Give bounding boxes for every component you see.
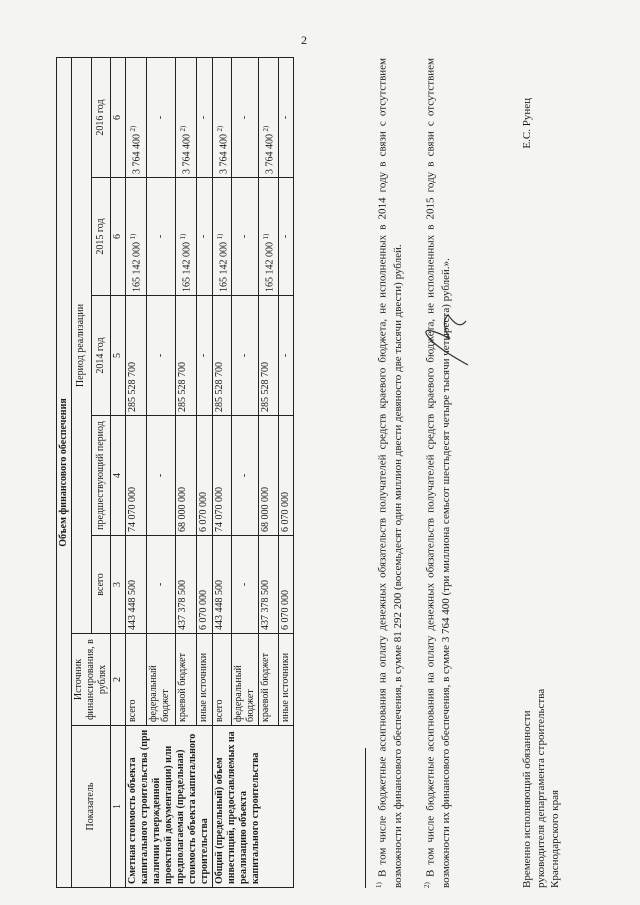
cell-2015: 165 142 000 $^{1)}$: [213, 178, 232, 296]
signer-position-line2: руководителя департамента строительства: [535, 688, 547, 888]
cell-2015: 165 142 000 $^{1)}$: [126, 178, 147, 296]
cell-2015: -: [146, 178, 175, 296]
cell-2016: -: [146, 57, 175, 177]
header-indicator: Показатель: [72, 726, 111, 888]
col-num: 6: [111, 178, 126, 296]
cell-2016: 3 764 400 $^{2)}$: [259, 57, 278, 177]
cell-prev: 6 070 000: [278, 416, 293, 536]
group1-label: Сметная стоимость объекта капитального строительства (при наличии утвержденной проектной документации) или предполагаемая (предельная) стоимость объекта капитального строительства: [126, 726, 213, 888]
column-number-row: [111, 57, 126, 887]
cell-source: иные источники: [278, 634, 293, 726]
footnote-1: [372, 58, 406, 888]
cell-2016: -: [278, 57, 293, 177]
col-num: 3: [111, 536, 126, 634]
cell-2016: 3 764 400 $^{2)}$: [213, 57, 232, 177]
cell-total: 443 448 500: [213, 536, 232, 634]
cell-source: всего: [213, 634, 232, 726]
cell-2014: -: [196, 296, 212, 416]
footnote-2-mark: 2): [423, 882, 431, 888]
handwritten-signature: [420, 303, 480, 373]
footnote-separator: [365, 748, 366, 888]
cell-total: -: [146, 536, 175, 634]
cell-total: 437 378 500: [175, 536, 196, 634]
footnote-2-text: В том числе бюджетные ассигнования на оплату денежных обязательств получателей средств краевого бюджета, не исполненных в 2015 году в связи с отсутствием возможности их финансового обеспечения, в сумме 3 764 400 (три миллиона семьсот шестьдесят четыре тысячи четыреста) рублей.».: [424, 57, 452, 888]
cell-2016: -: [232, 57, 259, 177]
header-2014: 2014 год: [91, 296, 111, 416]
header-2016: 2016 год: [91, 57, 111, 177]
cell-2016: 3 764 400 $^{2)}$: [126, 57, 147, 177]
cell-source: федеральный бюджет: [146, 634, 175, 726]
cell-source: федеральный бюджет: [232, 634, 259, 726]
cell-total: 443 448 500: [126, 536, 147, 634]
footnote-2: [420, 58, 454, 888]
cell-2014: -: [146, 296, 175, 416]
col-num: 5: [111, 296, 126, 416]
cell-prev: 74 070 000: [126, 416, 147, 536]
table-row: [126, 57, 147, 887]
cell-source: всего: [126, 634, 147, 726]
cell-2014: 285 528 700: [213, 296, 232, 416]
col-num: 2: [111, 634, 126, 726]
signer-name: Е.С. Рунец: [521, 98, 533, 149]
cell-2014: -: [278, 296, 293, 416]
cell-prev: 6 070 000: [196, 416, 212, 536]
cell-2014: 285 528 700: [259, 296, 278, 416]
header-prev: предшествующий период: [91, 416, 111, 536]
cell-total: 6 070 000: [278, 536, 293, 634]
cell-prev: 74 070 000: [213, 416, 232, 536]
cell-2015: -: [278, 178, 293, 296]
page-number: 2: [301, 33, 307, 47]
header-period: Период реализации: [72, 57, 92, 633]
cell-total: 6 070 000: [196, 536, 212, 634]
header-source: Источник финансирования, в рублях: [72, 634, 111, 726]
cell-2014: -: [232, 296, 259, 416]
signer-position-line3: Краснодарского края: [549, 789, 561, 888]
cell-source: краевой бюджет: [259, 634, 278, 726]
cell-prev: 68 000 000: [175, 416, 196, 536]
header-main: Объем финансового обеспечения: [57, 57, 72, 887]
cell-prev: -: [146, 416, 175, 536]
cell-2015: -: [196, 178, 212, 296]
rotated-page-content: [20, 33, 620, 893]
col-num: 4: [111, 416, 126, 536]
cell-2014: 285 528 700: [126, 296, 147, 416]
cell-2015: -: [232, 178, 259, 296]
cell-total: -: [232, 536, 259, 634]
financing-table: [56, 57, 294, 888]
cell-2014: 285 528 700: [175, 296, 196, 416]
footnote-1-mark: 1): [375, 882, 383, 888]
col-num: 1: [111, 726, 126, 888]
cell-total: 437 378 500: [259, 536, 278, 634]
group2-label: Общий (предельный) объем инвестиций, предоставляемых на реализацию объекта капитального строительства: [213, 726, 294, 888]
cell-source: краевой бюджет: [175, 634, 196, 726]
header-total: всего: [91, 536, 111, 634]
cell-2015: 165 142 000 $^{1)}$: [259, 178, 278, 296]
cell-2016: 3 764 400 $^{2)}$: [175, 57, 196, 177]
col-num: 6: [111, 57, 126, 177]
cell-source: иные источники: [196, 634, 212, 726]
cell-2015: 165 142 000 $^{1)}$: [175, 178, 196, 296]
header-2015: 2015 год: [91, 178, 111, 296]
cell-prev: -: [232, 416, 259, 536]
footnote-1-text: В том числе бюджетные ассигнования на оплату денежных обязательств получателей средств краевого бюджета, не исполненных в 2014 году в связи с отсутствием возможности их финансового обеспечения, в сумме 81 292 200 (восемьдесят один миллион двести девяносто две тысячи двести) рублей.: [376, 57, 404, 888]
table-row: [213, 57, 232, 887]
cell-2016: -: [196, 57, 212, 177]
signature-block: [520, 58, 562, 888]
cell-prev: 68 000 000: [259, 416, 278, 536]
signer-position-line1: Временно исполняющий обязанности: [521, 710, 533, 888]
